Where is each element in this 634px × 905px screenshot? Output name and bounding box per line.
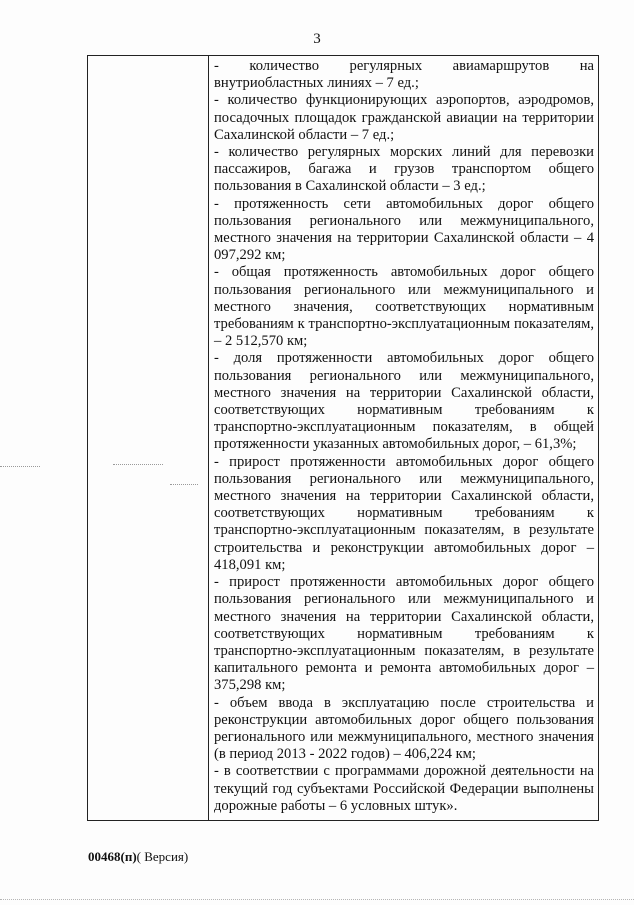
indicator-paragraph: - количество функционирующих аэропортов, аэродромов, посадочных площадок гражданской авиации на территории Сахалинской области – 7 ед.; xyxy=(214,92,594,143)
document-code: 00468(п) xyxy=(88,849,137,864)
indicator-paragraph: - объем ввода в эксплуатацию после строительства и реконструкции автомобильных дорог общего пользования регионального или межмуниципального, местного значения (в период 2013 - 2022 годов) – 406,224 км; xyxy=(214,694,594,763)
scan-artifact xyxy=(0,899,634,903)
indicator-paragraph: - прирост протяженности автомобильных дорог общего пользования регионального или межмуниципального, местного значения на территории Сахалинской области, соответствующих нормативным требованиям к транспортно-эксплуатационным показателям, в результате строительства и реконструкции автомобильных дорог – 418,091 км; xyxy=(214,453,594,573)
indicator-paragraph: - протяженность сети автомобильных дорог общего пользования регионального или межмуниципального, местного значения на территории Сахалинской области – 4 097,292 км; xyxy=(214,195,594,264)
indicator-paragraph: - количество регулярных морских линий для перевозки пассажиров, багажа и грузов транспортом общего пользования в Сахалинской области – 3 ед.; xyxy=(214,144,594,195)
indicator-paragraph: - количество регулярных авиамаршрутов на внутриобластных линиях – 7 ед.; xyxy=(214,58,594,92)
indicator-paragraph: - доля протяженности автомобильных дорог общего пользования регионального или межмуниципального, местного значения на территории Сахалинской области, соответствующих нормативным требованиям к транспортно-эксплуатационным показателям, в общей протяженности указанных автомобильных дорог, – 61,3%; xyxy=(214,350,594,453)
document-version: ( Версия) xyxy=(136,849,189,864)
indicator-paragraph: - в соответствии с программами дорожной деятельности на текущий год субъектами Российской Федерации выполнены дорожные работы – 6 условных штук». xyxy=(214,763,594,814)
scan-artifact xyxy=(170,484,198,486)
table-right-column xyxy=(209,56,598,820)
scan-artifact xyxy=(113,464,163,466)
indicator-paragraph: - общая протяженность автомобильных дорог общего пользования регионального или межмуниципального и местного значения, соответствующих нормативным требованиям к транспортно-эксплуатационным показателям, – 2 512,570 км; xyxy=(214,264,594,350)
document-footer xyxy=(88,849,188,865)
indicator-paragraph: - прирост протяженности автомобильных дорог общего пользования регионального или межмуниципального и местного значения на территории Сахалинской области, соответствующих нормативным требованиям к транспортно-эксплуатационным показателям, в результате капитального ремонта и ремонта автомобильных дорог – 375,298 км; xyxy=(214,574,594,694)
page-number: 3 xyxy=(313,31,321,47)
table-left-column xyxy=(88,56,209,820)
scan-artifact xyxy=(0,466,40,468)
indicators-table xyxy=(87,55,599,821)
